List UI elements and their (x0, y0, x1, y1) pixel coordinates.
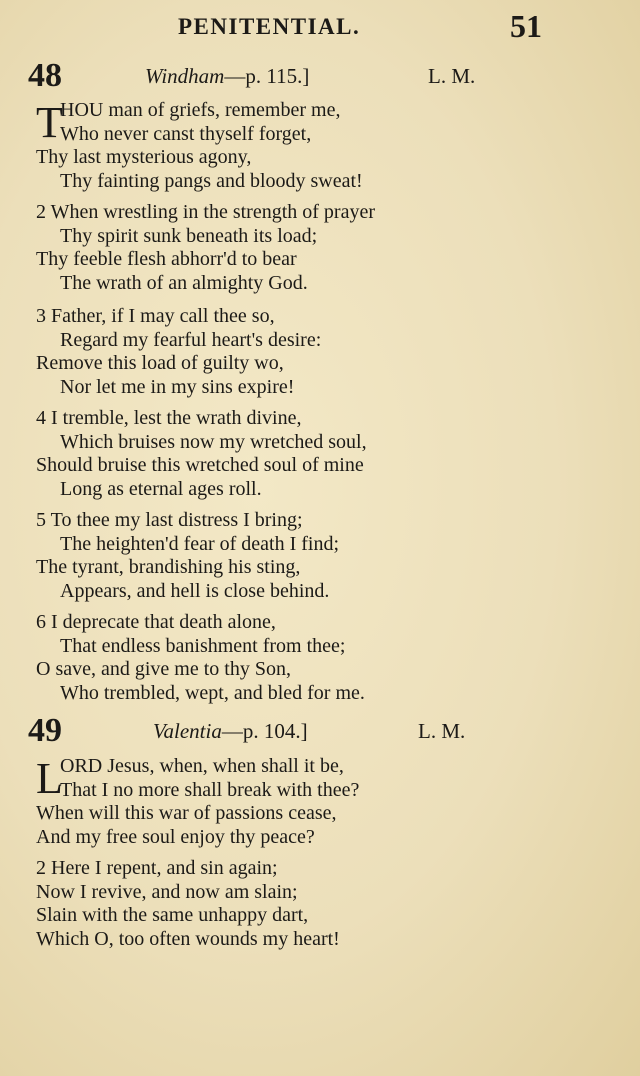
verse-line: And my free soul enjoy thy peace? (36, 825, 315, 848)
hymn-49-header (28, 711, 508, 751)
verse-line: 4 I tremble, lest the wrath divine, (36, 407, 302, 429)
drop-cap: T (36, 98, 63, 147)
verse-line: 3 Father, if I may call thee so, (36, 305, 275, 327)
verse-line: 2 When wrestling in the strength of prayer (36, 201, 375, 223)
verse-line: Thy last mysterious agony, (36, 146, 252, 168)
verse-line: Which O, too often wounds my heart! (36, 927, 340, 950)
hymn-number: 49 (28, 712, 62, 749)
verse-line: Regard my fearful heart's desire: (60, 328, 322, 351)
verse-line: That I no more shall break with thee? (60, 778, 360, 801)
verse-line: The heighten'd fear of death I find; (60, 532, 340, 555)
verse-line: The wrath of an almighty God. (60, 271, 308, 294)
hymn-48-verse-3 (36, 305, 516, 399)
tune-reference (153, 711, 308, 751)
first-line-text: ORD Jesus, when, when shall it be, (60, 755, 344, 777)
meter: L. M. (428, 64, 476, 88)
verse-line: That endless banishment from thee; (60, 634, 346, 657)
first-line-text: HOU man of griefs, remember me, (60, 99, 341, 121)
verse-line: Nor let me in my sins expire! (60, 375, 295, 398)
tune-name: Windham (145, 64, 225, 88)
meter: L. M. (418, 719, 466, 743)
hymn-48-verse-2 (36, 201, 516, 295)
verse-line: Who never canst thyself forget, (60, 122, 312, 145)
verse-line: Now I revive, and now am slain; (36, 880, 298, 903)
verse-line: O save, and give me to thy Son, (36, 658, 291, 680)
drop-cap: L (36, 754, 63, 803)
hymn-49-verse-2 (36, 857, 516, 951)
verse-line: 6 I deprecate that death alone, (36, 611, 276, 633)
hymn-48-verse-1 (36, 99, 516, 193)
verse-line: Slain with the same unhappy dart, (36, 904, 309, 926)
verse-line: Long as eternal ages roll. (60, 477, 262, 500)
page-number: 51 (510, 8, 542, 44)
verse-line: 2 Here I repent, and sin again; (36, 857, 278, 879)
hymn-48-verse-4 (36, 407, 516, 501)
verse-line: Should bruise this wretched soul of mine (36, 454, 364, 476)
verse-line: Thy feeble flesh abhorr'd to bear (36, 248, 297, 270)
verse-line: Thy spirit sunk beneath its load; (60, 224, 318, 247)
verse-line: Which bruises now my wretched soul, (60, 430, 367, 453)
tune-reference (145, 56, 309, 96)
running-head: PENITENTIAL. (178, 14, 361, 39)
verse-line: Remove this load of guilty wo, (36, 352, 284, 374)
verse-line: 5 To thee my last distress I bring; (36, 509, 303, 531)
hymn-49-verse-1 (36, 755, 516, 849)
hymn-48-verse-5 (36, 509, 516, 603)
hymn-48-header (28, 56, 508, 96)
verse-line: Appears, and hell is close behind. (60, 579, 330, 602)
verse-line: Thy fainting pangs and bloody sweat! (60, 169, 363, 192)
hymn-number: 48 (28, 57, 62, 94)
tune-page-ref: —p. 115.] (224, 64, 310, 88)
verse-line: Who trembled, wept, and bled for me. (60, 681, 365, 704)
verse-line: The tyrant, brandishing his sting, (36, 556, 301, 578)
verse-line: When will this war of passions cease, (36, 802, 337, 824)
tune-name: Valentia (153, 719, 222, 743)
hymn-48-verse-6 (36, 611, 516, 705)
tune-page-ref: —p. 104.] (221, 719, 308, 743)
